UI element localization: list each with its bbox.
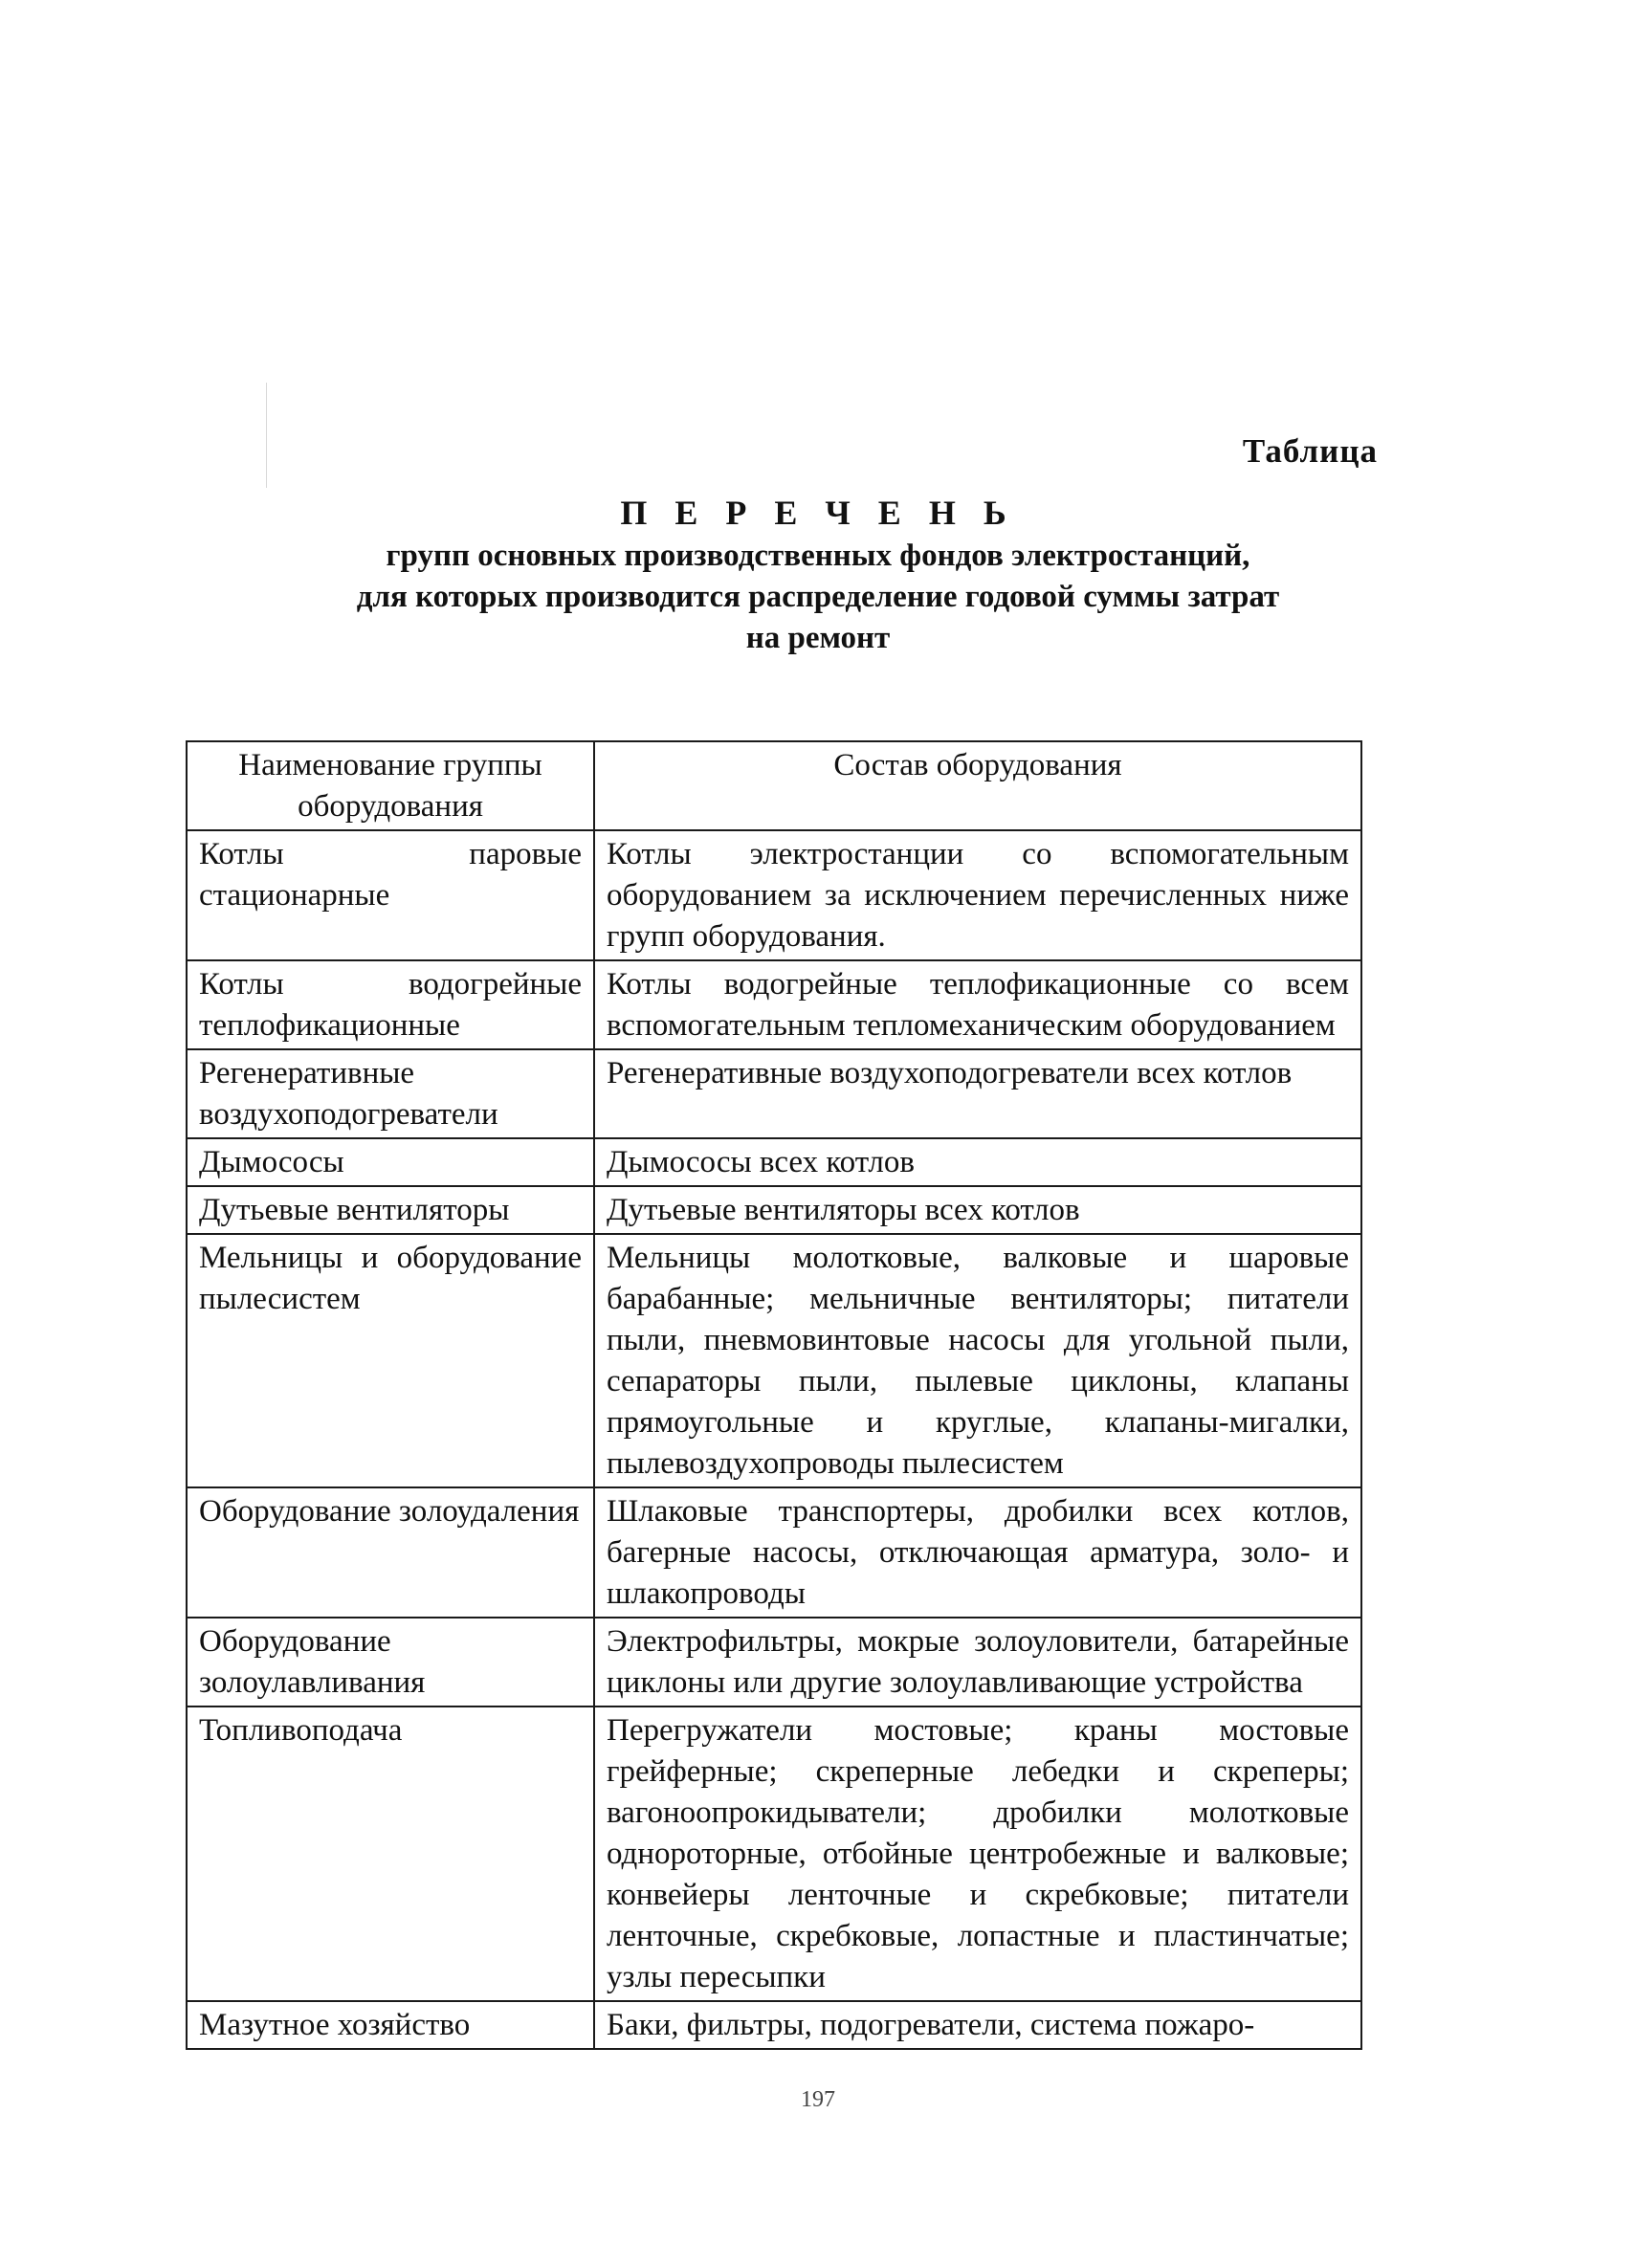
table-header-row — [187, 741, 1361, 830]
cell-group: Топливоподача — [187, 1707, 594, 2001]
table-row — [187, 2001, 1361, 2049]
header-group-name: Наименование группы оборудования — [187, 741, 594, 830]
cell-group: Мельницы и оборудование пылесистем — [187, 1234, 594, 1487]
cell-composition: Котлы электростанции со вспомогательным оборудованием за исключением перечисленных ниже групп оборудования. — [594, 830, 1361, 960]
subtitle-line-3: на ремонт — [745, 621, 891, 655]
table-row — [187, 1234, 1361, 1487]
table-label: Таблица — [1242, 432, 1378, 470]
table-row — [187, 960, 1361, 1049]
table-row — [187, 1138, 1361, 1186]
subtitle-line-2: для которых производится распределение годовой суммы затрат — [356, 580, 1280, 614]
cell-composition: Котлы водогрейные теплофикационные со всем вспомогательным тепломеханическим оборудованием — [594, 960, 1361, 1049]
cell-group: Регенеративные воздухоподогреватели — [187, 1049, 594, 1138]
cell-composition: Регенеративные воздухоподогреватели всех котлов — [594, 1049, 1361, 1138]
cell-composition: Шлаковые транспортеры, дробилки всех котлов, багерные насосы, отключающая арматура, золо- и шлакопроводы — [594, 1487, 1361, 1618]
table-row — [187, 1618, 1361, 1707]
cell-group: Оборудование золоудаления — [187, 1487, 594, 1618]
table-row — [187, 1049, 1361, 1138]
cell-group: Мазутное хозяйство — [187, 2001, 594, 2049]
document-subtitle — [0, 536, 1636, 659]
cell-composition: Баки, фильтры, подогреватели, система пожаро- — [594, 2001, 1361, 2049]
scan-artifact-line — [266, 383, 267, 488]
cell-composition: Дымососы всех котлов — [594, 1138, 1361, 1186]
cell-composition: Мельницы молотковые, валковые и шаровые барабанные; мельничные вентиляторы; питатели пыли, пневмовинтовые насосы для угольной пыли, сепараторы пыли, пылевые циклоны, клапаны прямоугольные и круглые, клапаны-мигалки, пылевоздухопроводы пылесистем — [594, 1234, 1361, 1487]
table-row — [187, 1487, 1361, 1618]
cell-group: Котлы паровые стационарные — [187, 830, 594, 960]
cell-composition: Дутьевые вентиляторы всех котлов — [594, 1186, 1361, 1234]
document-title: П Е Р Е Ч Е Н Ь — [620, 494, 1016, 532]
header-composition: Состав оборудования — [594, 741, 1361, 830]
cell-group: Дымососы — [187, 1138, 594, 1186]
cell-group: Оборудование золоулавливания — [187, 1618, 594, 1707]
cell-group: Дутьевые вентиляторы — [187, 1186, 594, 1234]
table-row — [187, 830, 1361, 960]
subtitle-line-1: групп основных производственных фондов электростанций, — [386, 539, 1250, 573]
equipment-groups-table — [186, 740, 1362, 2050]
cell-composition: Электрофильтры, мокрые золоуловители, батарейные циклоны или другие золоулавливающие устройства — [594, 1618, 1361, 1707]
page-number: 197 — [801, 2087, 835, 2112]
cell-composition: Перегружатели мостовые; краны мостовые грейферные; скреперные лебедки и скреперы; вагоноопрокидыватели; дробилки молотковые однороторные, отбойные центробежные и валковые; конвейеры ленточные и скребковые; питатели ленточные, скребковые, лопастные и пластинчатые; узлы пересыпки — [594, 1707, 1361, 2001]
table-row — [187, 1707, 1361, 2001]
table-row — [187, 1186, 1361, 1234]
cell-group: Котлы водогрейные теплофикационные — [187, 960, 594, 1049]
